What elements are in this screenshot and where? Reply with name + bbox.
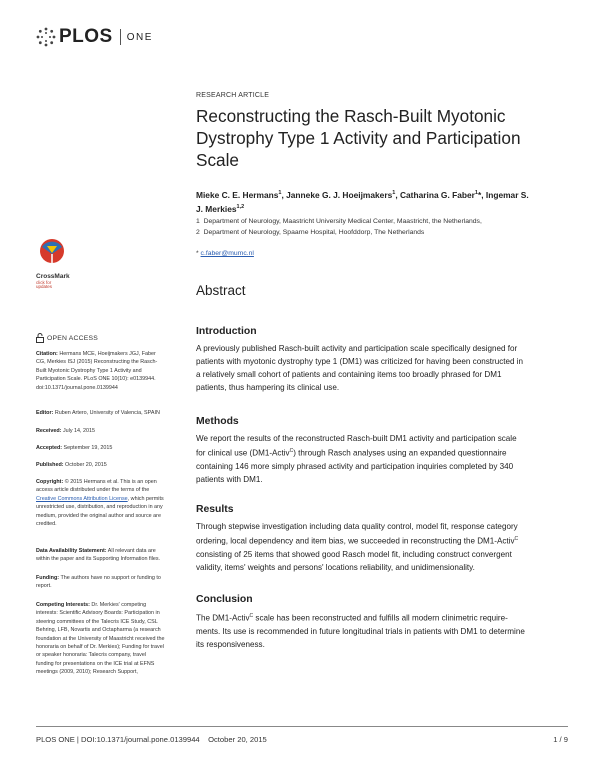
text-line: validity, items' weights and persons' locations reliability, and unidimensionality. [196, 562, 475, 572]
open-lock-icon [36, 333, 44, 343]
author-list: Mieke C. E. Hermans$^1$, Janneke G. J. Hoeijmakers$^1$, Catharina G. Faber$^1$*, Ingemar S. J. Merkies$^{1,2}$ [196, 189, 529, 214]
brand-name: PLOS [59, 26, 113, 47]
affiliation-number: 1 [196, 218, 200, 225]
crossmark-sub: click for updates [36, 279, 53, 289]
data-availability-block: Data Availability Statement: All relevant data are within the paper and its Supporting Information files. [36, 548, 161, 563]
section-text-conclusion [196, 610, 566, 651]
affiliation-number: 2 [196, 229, 200, 236]
open-access-badge [36, 333, 98, 343]
license-link[interactable]: Creative Commons Attribution License [36, 495, 128, 502]
section-heading-methods: Methods [196, 416, 239, 427]
text-line: consisting of 25 items that showed good Rasch model fit, including construct convergent [196, 549, 512, 559]
affiliation-ref: 1 [474, 190, 478, 196]
text-line: its responsiveness. [196, 639, 265, 649]
crossmark-label: CrossMark [36, 273, 70, 280]
abstract-heading: Abstract [196, 283, 246, 298]
affiliation [196, 229, 568, 236]
affiliation-ref: 1,2 [236, 203, 245, 210]
author-name[interactable]: Janneke G. J. Hoeijmakers [286, 189, 393, 200]
section-text-results [196, 520, 566, 574]
affiliation-ref: 1 [392, 190, 396, 196]
title-line: Dystrophy Type 1 Activity and Participation [196, 128, 521, 148]
logo-divider [120, 29, 121, 45]
affiliation-text: Department of Neurology, Maastricht University Medical Center, Maastricht, the Netherlands, [203, 218, 482, 225]
competing-interests-block: Competing Interests: Dr. Merkies' competing interests: Scientific Advisory Boards: Participation in steering committees of the Talecris ICE Study, CSL Behring, LFB, Novartis and Octapharma (a research foundation at the University of Maastricht received the honoraria on behalf of Dr. Merkies); Funding for travel or speaker honoraria: Talecris company, travel funding for presentations on the ICE trial at EFNS meetings (2009, 2010); Research Support, [36, 602, 165, 676]
funding-block: Funding: The authors have no support or funding to report. [36, 575, 161, 590]
author-name[interactable]: Mieke C. E. Hermans [196, 189, 279, 200]
copyright-block: Copyright: © 2015 Hermans et al. This is an open access article distributed under the terms of the Creative Commons Attribution License, which permits unrestricted use, distribution, and reproduction in any medium, provided the original author and source are credited. [36, 479, 164, 528]
section-text-introduction [196, 342, 566, 394]
section-heading-results: Results [196, 504, 234, 515]
plos-one-logo[interactable] [36, 26, 153, 48]
crossmark-icon [36, 238, 68, 268]
text-line: ments. Its use is recommended in future longitudinal trials in patients with DM1 to determine [196, 626, 525, 636]
accepted-line: Accepted: September 19, 2015 [36, 445, 113, 451]
author-name[interactable]: Ingemar S. [485, 189, 529, 200]
plos-logo-icon [36, 27, 56, 47]
text-line: containing 146 more simply phrased activity and participation inquiries completed by 340 [196, 461, 514, 471]
received-line: Received: July 14, 2015 [36, 428, 96, 434]
title-line: Reconstructing the Rasch-Built Myotonic [196, 106, 506, 126]
published-line: Published: October 20, 2015 [36, 462, 107, 468]
text-line: Through stepwise investigation including data quality control, model fit, response category [196, 522, 518, 531]
article-type: RESEARCH ARTICLE [196, 92, 270, 99]
corresponding-email-link[interactable]: c.faber@mumc.nl [200, 250, 254, 257]
title-line: Scale [196, 150, 239, 170]
editor-line: Editor: Ruben Artero, University of Valencia, SPAIN [36, 410, 160, 416]
text-line: A previously published Rasch-built activity and participation scale specifically designed for [196, 344, 518, 353]
text-line: ordering, local dependency and item bias, we succeeded in reconstructing the DM1-Activ$^C$ [196, 536, 519, 546]
text-line: patients with DM1. [196, 474, 263, 484]
text-line: The DM1-Activ$^C$ scale has been reconstructed and fulfills all modern clinimetric require- [196, 613, 508, 623]
author-name-cont[interactable]: J. Merkies [196, 203, 237, 214]
article-title [196, 105, 568, 171]
text-line: patients with myotonic dystrophy type 1 (DM1) was criticized for having been constructed in [196, 357, 524, 366]
text-line: for clinical use (DM1-Activ$^C$) through Rasch analyses using an expanded questionnaire [196, 448, 507, 458]
author-name[interactable]: Catharina G. Faber [399, 189, 475, 200]
text-line: We report the results of the reconstructed Rasch-built DM1 activity and participation scale [196, 434, 517, 443]
section-heading-introduction: Introduction [196, 326, 257, 337]
corresponding-mark: * [477, 189, 482, 200]
page-number: 1 / 9 [553, 735, 568, 744]
text-line: patients, thus hampering its clinical use. [196, 383, 340, 392]
crossmark-badge[interactable] [36, 238, 68, 290]
journal-name: ONE [126, 31, 153, 43]
affiliation [196, 218, 568, 225]
open-access-label: OPEN ACCESS [47, 334, 98, 342]
citation-block: Citation: Hermans MCE, Hoeijmakers JGJ, Faber CG, Merkies ISJ (2015) Reconstructing the Rasch- Built Myotonic Dystrophy Type 1 Activity and Participation Scale. PLoS ONE 10(10): e0139944. doi:10.1371/journal.pone.0139944 [36, 351, 158, 391]
footer-citation: PLOS ONE | DOI:10.1371/journal.pone.0139944 October 20, 2015 [36, 735, 267, 744]
corresponding-author [196, 250, 568, 257]
text-line: a relatively small cohort of patients and containing items too broadly phrased for DM1 [196, 370, 502, 379]
affiliation-ref: 1 [278, 190, 282, 196]
corresponding-mark: * [196, 250, 199, 257]
footer-divider [36, 726, 568, 727]
section-heading-conclusion: Conclusion [196, 594, 253, 605]
section-text-methods [196, 432, 566, 486]
affiliation-text: Department of Neurology, Spaarne Hospital, Hoofddorp, The Netherlands [203, 229, 425, 236]
